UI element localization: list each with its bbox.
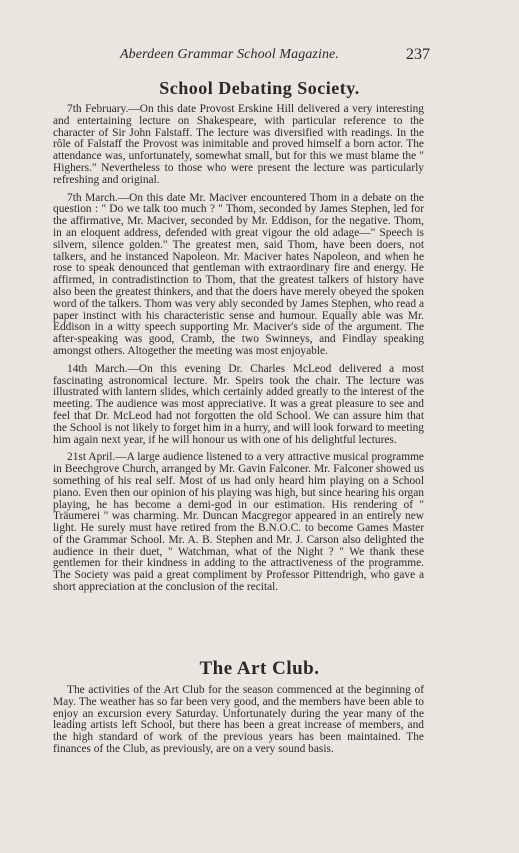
paragraph-14th-march: 14th March.—On this evening Dr. Charles McLeod delivered a most fascinating astronomical lecture. Mr. Speirs took the chair. The lecture was illustrated with lantern slides, which certainly added greatly to the interest of the meeting. The audience was most appreciative. It was a great pleasure to see and feel that Dr. McLeod had not forgotten the old School. We can assure him that the School is not likely to forget him in a hurry, and will look forward to meeting him again next year, if he will honour us with one of his delightful lectures. xyxy=(53,362,424,446)
paragraph-7th-march: 7th March.—On this date Mr. Maciver encountered Thom in a debate on the question : " Do we talk too much ? " Thom, seconded by James Stephen, led for the affirmative, Mr. Maciver, seconded by Mr. Eddison, for the negative. Thom, in an eloquent address, defended with great vigour the old adage—" Speech is silvern, silence golden." The greatest men, said Thom, have been doers, not talkers, and he instanced Napoleon. Mr. Maciver hates Napoleon, and when he rose to speak denounced that gentleman with extraordinary fire and energy. He affirmed, in contradistinction to Thom, that the greatest talkers of history have also been the greatest thinkers, and that the doers have merely obeyed the spoken word of the talkers. Thom was very ably seconded by James Stephen, who read a paper instinct with his characteristic sense and humour. Equally able was Mr. Eddison in a witty speech supporting Mr. Maciver's side of the argument. The after-speaking was good, Cramb, the two Swinneys, and Findlay speaking amongst others. Altogether the meeting was most enjoyable. xyxy=(53,191,424,357)
journal-title: Aberdeen Grammar School Magazine. xyxy=(120,47,339,62)
debating-society-heading: School Debating Society. xyxy=(159,78,360,98)
running-header xyxy=(100,47,430,67)
art-club-heading: The Art Club. xyxy=(199,658,320,679)
paragraph-21st-april: 21st April.—A large audience listened to a very attractive musical programme in Beechgrove Church, arranged by Mr. Gavin Falconer. Mr. Falconer showed us something of his real self. Most of us had only heard him playing on a School piano. Even then our opinion of his playing was high, but since hearing his organ playing, he has become a demi-god in our estimation. His rendering of " Träumerei " was charming. Mr. Duncan Macgregor appeared in an entirely new light. He surely must have retired from the B.N.O.C. to become Games Master of the Grammar School. Mr. A. B. Stephen and Mr. J. Carson also delighted the audience in their duet, " Watchman, what of the Night ? " We thank these gentlemen for their kindness in adding to the attractiveness of the programme. The Society was paid a great compliment by Professor Pittendrigh, who gave a short appreciation at the conclusion of the recital. xyxy=(53,451,424,594)
paragraph-7th-february: 7th February.—On this date Provost Erskine Hill delivered a very interesting and entertaining lecture on Shakespeare, with particular reference to the character of Sir John Falstaff. The lecture was diversified with readings. In the rôle of Falstaff the Provost was inimitable and proved himself a born actor. The attendance was, unfortunately, somewhat small, but for this we must blame the " Highers." Nevertheless to those who were present the lecture was particularly refreshing and original. xyxy=(53,103,424,186)
debating-society-section xyxy=(53,104,424,600)
page-number: 237 xyxy=(406,46,430,63)
art-club-section xyxy=(53,685,424,762)
paragraph-art-club: The activities of the Art Club for the season commenced at the beginning of May. The weather has so far been very good, and the members have been able to enjoy an excursion every Saturday. Unfortunately during the year many of the leading artists left School, but there has been a great increase of members, and the high standard of work of the previous years has been maintained. The finances of the Club, as previously, are on a very sound basis. xyxy=(53,684,424,755)
